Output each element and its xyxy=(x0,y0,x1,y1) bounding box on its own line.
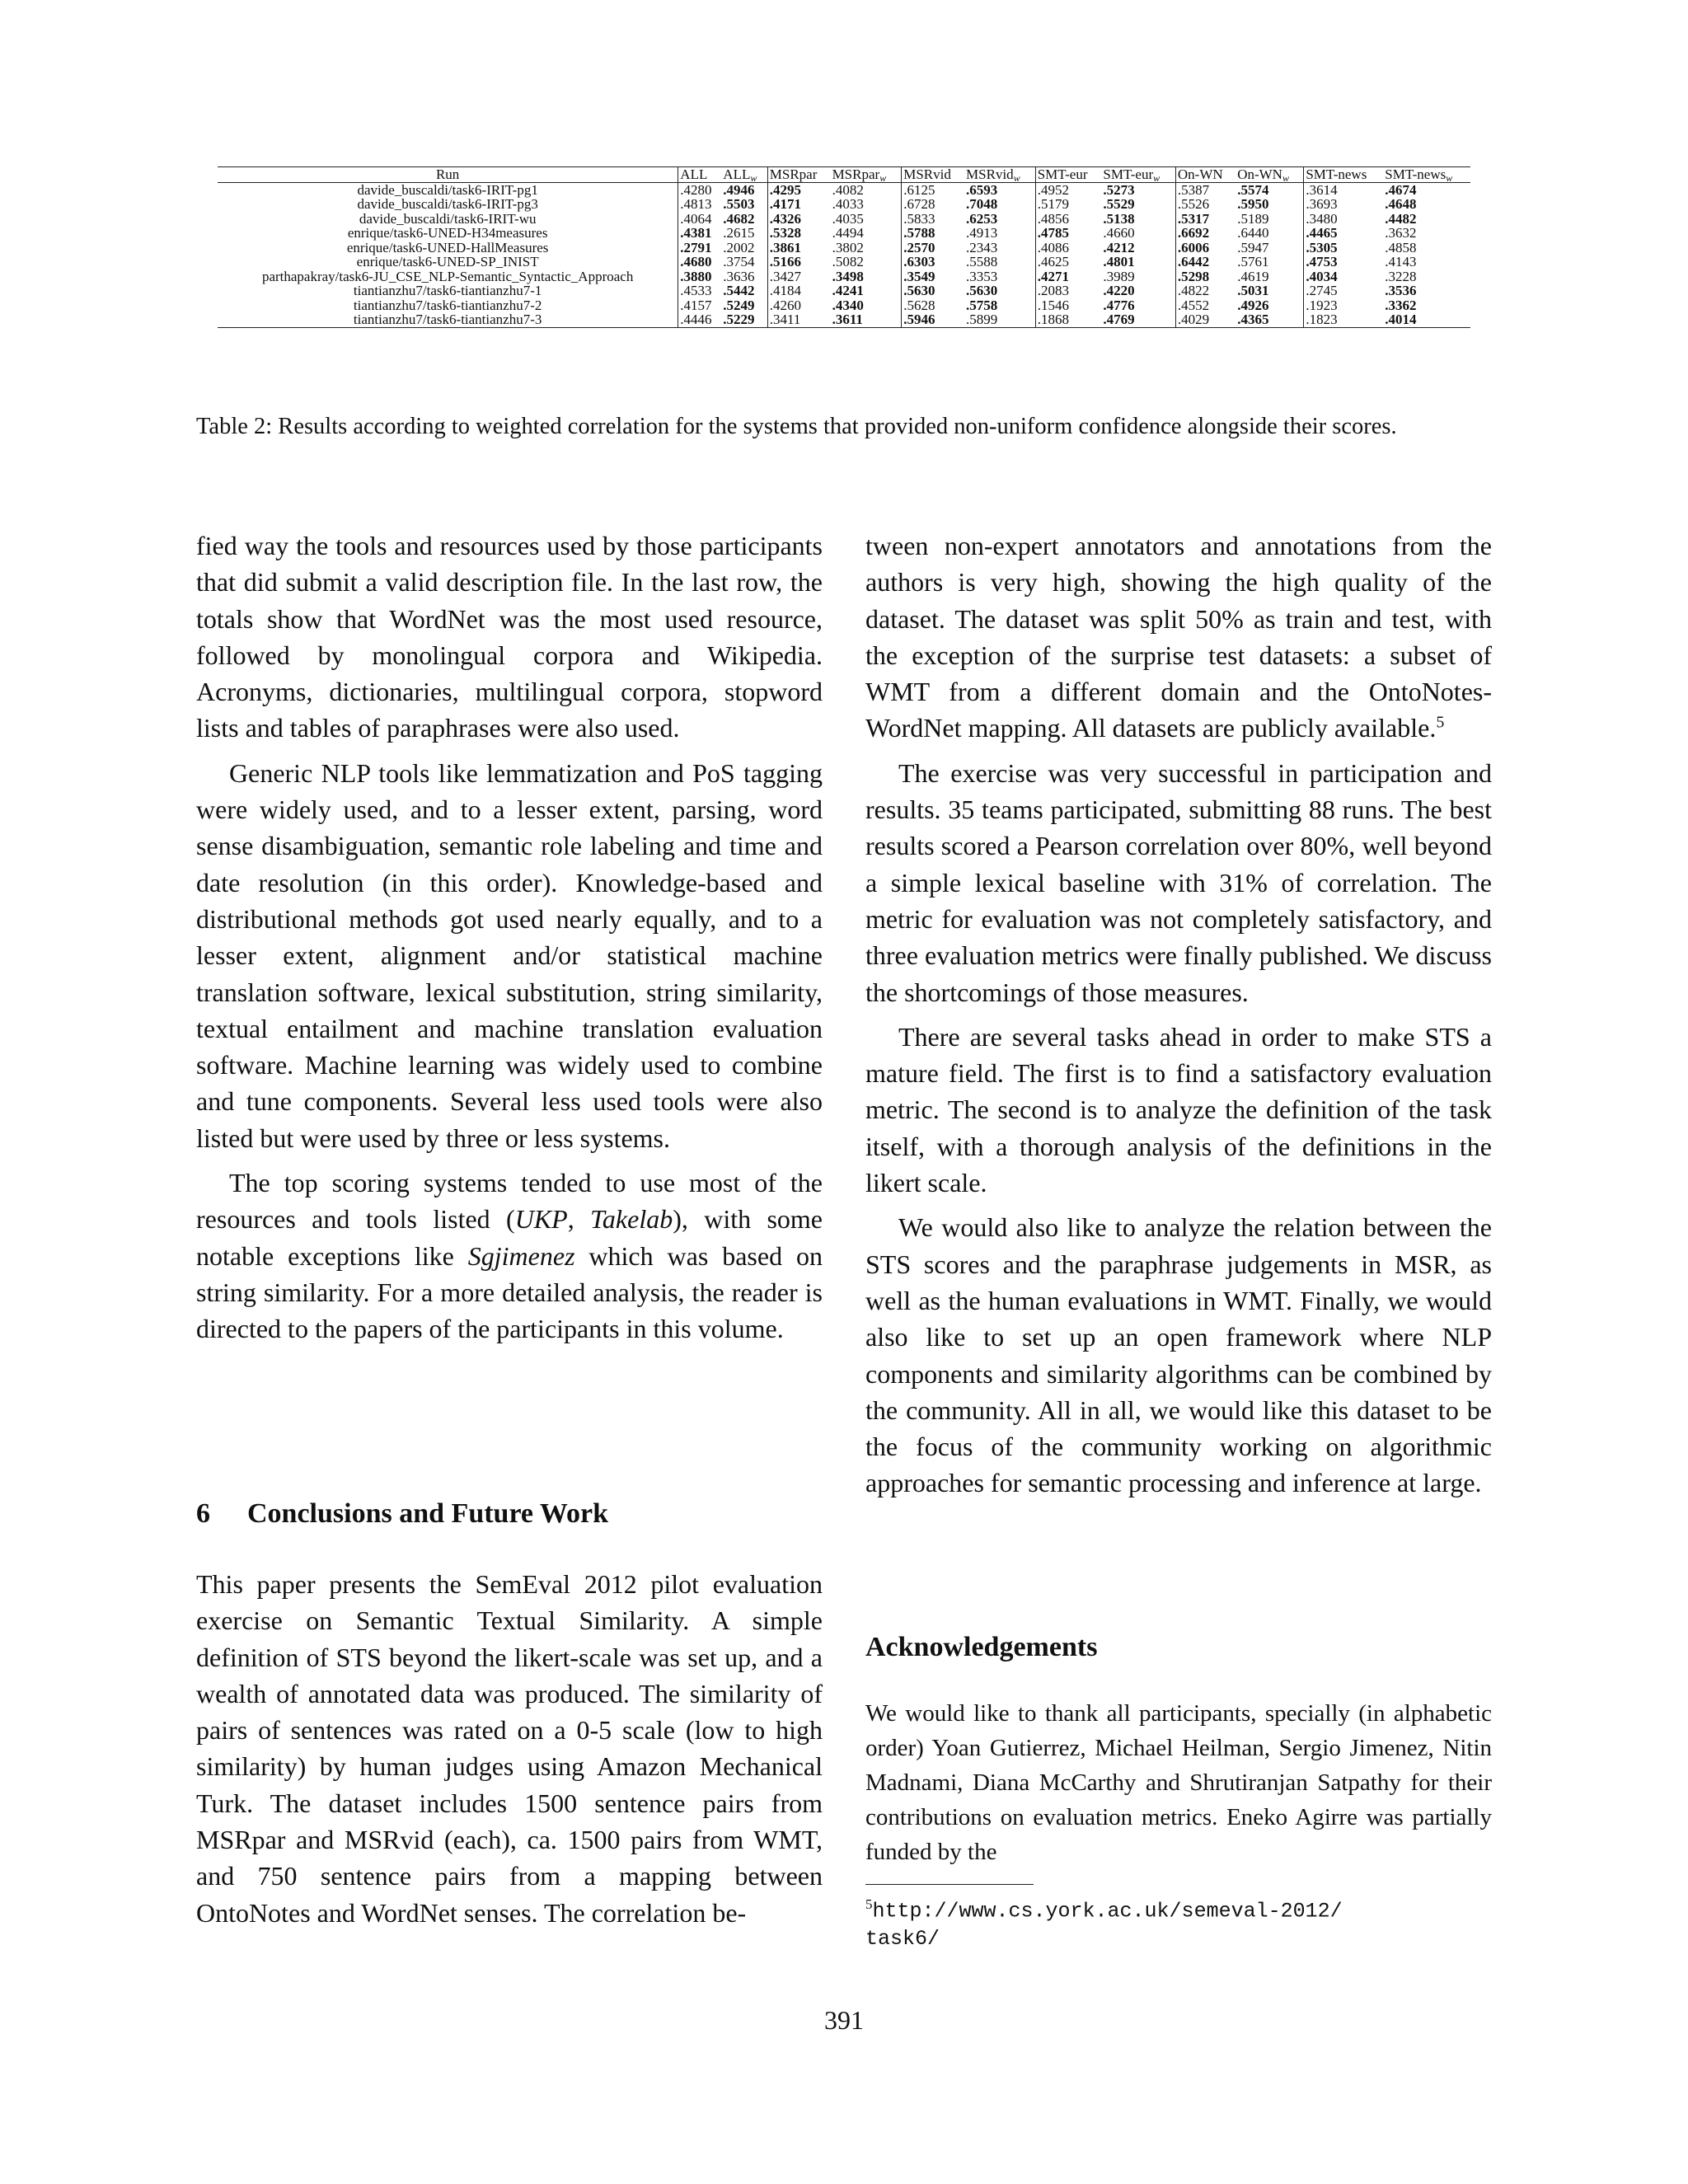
col-header: MSRvid xyxy=(902,167,964,183)
score-cell: .6692 xyxy=(1175,226,1236,241)
score-cell: .2002 xyxy=(723,239,755,255)
score-cell: .4143 xyxy=(1385,254,1417,269)
score-cell: .3802 xyxy=(832,239,864,255)
score-cell: .4946 xyxy=(723,181,755,198)
score-cell: .5298 xyxy=(1175,269,1236,284)
score-cell: .4157 xyxy=(678,298,722,313)
score-cell: .4494 xyxy=(832,225,864,241)
score-cell: .3632 xyxy=(1385,225,1417,241)
score-cell: .4619 xyxy=(1237,268,1269,284)
paragraph: This paper presents the SemEval 2012 pilot evaluation exercise on Semantic Textual Similarity. A simple definition of STS beyond the likert-scale was set up, and a wealth of annotated data was produced. The similarity of pairs of sentences was rated on a 0-5 scale (low to high similarity) by human judges using Amazon Mechanical Turk. The dataset includes 1500 sentence pairs from MSRpar and MSRvid (each), ca. 1500 pairs from WMT, and 750 sentence pairs from a mapping between OntoNotes and WordNet senses. The correlation be- xyxy=(196,1569,823,1928)
score-cell: .4674 xyxy=(1385,181,1417,198)
score-cell: .4381 xyxy=(678,226,722,241)
score-cell: .4625 xyxy=(1035,255,1101,269)
score-cell: .4280 xyxy=(678,182,722,197)
col-header: SMT-eur$_w$ xyxy=(1101,167,1175,183)
score-cell: .5946 xyxy=(902,312,964,327)
score-cell: .5387 xyxy=(1175,182,1236,197)
score-cell: .3353 xyxy=(966,268,998,284)
paragraph: We would also like to analyze the relation between the STS scores and the paraphrase judgements in MSR, as well as the human evaluations in WMT. Finally, we would also like to set up an open framework where NLP components and similarity algorithms can be combined by the community. All in all, we would like this dataset to be the focus of the community working on algorithmic approaches for semantic processing and inference at large. xyxy=(865,1212,1492,1498)
score-cell: .2343 xyxy=(966,239,998,255)
table-row xyxy=(218,197,1470,212)
score-cell: .4753 xyxy=(1304,255,1383,269)
col-header: $On-WN_w$ xyxy=(1236,167,1304,183)
score-cell: .5899 xyxy=(964,312,1035,327)
score-cell: .4082 xyxy=(832,181,864,198)
score-cell: .6125 xyxy=(902,182,964,197)
score-cell: .3880 xyxy=(678,269,722,284)
score-cell: .4086 xyxy=(1035,241,1101,255)
score-cell: .5305 xyxy=(1304,241,1383,255)
score-cell: .5179 xyxy=(1035,197,1101,212)
score-cell: .3480 xyxy=(1304,212,1383,227)
score-cell: .6593 xyxy=(966,181,998,198)
system-name: UKP xyxy=(514,1204,568,1235)
score-cell: .4171 xyxy=(767,197,830,212)
score-cell: .5317 xyxy=(1175,212,1236,227)
score-cell: .2745 xyxy=(1304,284,1383,298)
score-cell: .4212 xyxy=(1103,239,1135,255)
score-cell: .5526 xyxy=(1175,197,1236,212)
score-cell: .4785 xyxy=(1035,226,1101,241)
score-cell: .5950 xyxy=(1237,196,1269,212)
score-cell: .4952 xyxy=(1035,182,1101,197)
score-cell: .6253 xyxy=(966,210,998,227)
score-cell: .5189 xyxy=(1237,210,1269,227)
score-cell: .4295 xyxy=(767,182,830,197)
score-cell: .1923 xyxy=(1304,298,1383,313)
score-cell: .4241 xyxy=(832,283,864,298)
score-cell: .4184 xyxy=(767,284,830,298)
score-cell: .4856 xyxy=(1035,212,1101,227)
score-cell: .5628 xyxy=(902,298,964,313)
run-name-cell: davide_buscaldi/task6-IRIT-pg1 xyxy=(357,181,538,198)
score-cell: .4801 xyxy=(1103,254,1135,269)
score-cell: .5529 xyxy=(1103,196,1135,212)
score-cell: .5328 xyxy=(767,226,830,241)
score-cell: .4926 xyxy=(1237,297,1269,313)
score-cell: .4260 xyxy=(767,298,830,313)
run-name-cell: enrique/task6-UNED-HallMeasures xyxy=(346,239,549,255)
score-cell: .3693 xyxy=(1304,197,1383,212)
footnote-url: http://www.cs.york.ac.uk/semeval-2012/ xyxy=(872,1899,1343,1924)
table-row xyxy=(218,312,1470,327)
footnote-rule xyxy=(865,1884,1034,1885)
run-name-cell: tiantianzhu7/task6-tiantianzhu7-1 xyxy=(353,283,542,298)
score-cell: .5442 xyxy=(723,283,755,298)
score-cell: .4365 xyxy=(1236,312,1304,327)
score-cell: .4064 xyxy=(678,212,722,227)
score-cell: .4682 xyxy=(723,210,755,227)
score-cell: .5082 xyxy=(832,254,864,269)
run-name-cell: davide_buscaldi/task6-IRIT-pg3 xyxy=(357,196,538,212)
score-cell: .4648 xyxy=(1385,196,1417,212)
score-cell: .1868 xyxy=(1035,312,1101,327)
score-cell: .5761 xyxy=(1237,254,1269,269)
footnote: $^5$http://www.cs.york.ac.uk/semeval-2012/ task6/ xyxy=(865,1896,1343,1952)
score-cell: .5630 xyxy=(902,284,964,298)
score-cell: .2791 xyxy=(678,241,722,255)
score-cell: .3989 xyxy=(1103,268,1135,284)
score-cell: .3611 xyxy=(831,312,902,327)
run-name-cell: davide_buscaldi/task6-IRIT-wu xyxy=(359,210,537,227)
page-number: 391 xyxy=(824,2005,864,2035)
score-cell: .6442 xyxy=(1175,255,1236,269)
score-cell: .5273 xyxy=(1103,181,1135,198)
score-cell: .6303 xyxy=(902,255,964,269)
score-cell: .3614 xyxy=(1304,182,1383,197)
score-cell: .5758 xyxy=(966,297,998,313)
col-header: ALL xyxy=(678,167,722,183)
score-cell: .4035 xyxy=(832,210,864,227)
score-cell: .4680 xyxy=(678,255,722,269)
table-header-row xyxy=(218,167,1470,183)
col-header: SMT-eur xyxy=(1035,167,1101,183)
acknowledgements-text: We would like to thank all participants, specially (in alphabetic order) Yoan Gutierrez, Michael Heilman, Sergio Jimenez, Nitin Madnami, Diana McCarthy and Shrutiranjan Satpathy for their contributions on evaluation metrics. Eneko Agirre was partially funded by the xyxy=(865,1700,1492,1865)
run-name-cell: enrique/task6-UNED-H34measures xyxy=(347,225,548,241)
col-header: MSRpar xyxy=(767,167,830,183)
score-cell: .5249 xyxy=(723,297,755,313)
score-cell: .4446 xyxy=(678,312,722,327)
score-cell: .4271 xyxy=(1035,269,1101,284)
table-row xyxy=(218,241,1470,255)
run-name-cell: parthapakray/task6-JU_CSE_NLP-Semantic_Syntactic_Approach xyxy=(261,268,634,284)
run-name-cell: enrique/task6-UNED-SP_INIST xyxy=(356,254,539,269)
score-cell: .5166 xyxy=(767,255,830,269)
paragraph: There are several tasks ahead in order to make STS a mature field. The first is to find a satisfactory evaluation metric. The second is to analyze the definition of the task itself, with a thorough analysis of the definitions in the likert scale. xyxy=(865,1021,1492,1198)
table-row xyxy=(218,226,1470,241)
paragraph: tween non-expert annotators and annotations from the authors is very high, showing the high quality of the dataset. The dataset was split 50% as train and test, with the exception of the surprise test datasets: a subset of WMT from a different domain and the OntoNotes-WordNet mapping. All datasets are publicly available.$^5$ xyxy=(865,531,1492,743)
score-cell: .2570 xyxy=(902,241,964,255)
score-cell: .5947 xyxy=(1237,239,1269,255)
score-cell: .4220 xyxy=(1103,283,1135,298)
left-column xyxy=(196,527,823,1347)
score-cell: .4533 xyxy=(678,284,722,298)
score-cell: .4014 xyxy=(1383,312,1470,327)
score-cell: .4858 xyxy=(1385,239,1417,255)
score-cell: .4033 xyxy=(832,196,864,212)
col-header: $ALL_w$ xyxy=(721,167,767,183)
score-cell: .4769 xyxy=(1101,312,1175,327)
score-cell: .4326 xyxy=(767,212,830,227)
score-cell: .3754 xyxy=(723,254,755,269)
paragraph: Generic NLP tools like lemmatization and PoS tagging were widely used, and to a lesser extent, parsing, word sense disambiguation, semantic role labeling and time and date resolution (in this order). Knowledge-based and distributional methods got used nearly equally, and to a lesser extent, alignment and/or statistical machine translation software, lexical substitution, string similarity, textual entailment and machine translation evaluation software. Machine learning was widely used to combine and tune components. Several less used tools were also listed but were used by three or less systems. xyxy=(196,757,823,1153)
score-cell: .3228 xyxy=(1385,268,1417,284)
score-cell: .5503 xyxy=(723,196,755,212)
col-header: MSRpar$_w$ xyxy=(831,167,902,183)
score-cell: .5574 xyxy=(1237,181,1269,198)
footnote-ref: 5 xyxy=(1436,713,1445,732)
score-cell: .5833 xyxy=(902,212,964,227)
score-cell: .6728 xyxy=(902,197,964,212)
system-name: Sgjimenez xyxy=(467,1240,575,1271)
col-header: On-WN xyxy=(1175,167,1236,183)
score-cell: .4913 xyxy=(966,225,998,241)
paragraph: fied way the tools and resources used by those participants that did submit a valid description file. In the last row, the totals show that WordNet was the most used resource, followed by monolingual corpora and Wikipedia. Acronyms, dictionaries, multilingual corpora, stopword lists and tables of paraphrases were also used. xyxy=(196,531,823,743)
paragraph: The exercise was very successful in participation and results. 35 teams participated, submitting 88 runs. The best results scored a Pearson correlation over 80%, well beyond a simple lexical baseline with 31% of correlation. The metric for evaluation was not completely satisfactory, and three evaluation metrics were finally published. We discuss the shortcomings of those measures. xyxy=(865,757,1492,1007)
acknowledgements-heading: Acknowledgements xyxy=(865,1632,1098,1662)
table-row xyxy=(218,284,1470,298)
col-header: MSRvid$_w$ xyxy=(964,167,1035,183)
section-heading: 6 Conclusions and Future Work xyxy=(196,1498,609,1529)
score-cell: .7048 xyxy=(966,196,998,212)
score-cell: .4776 xyxy=(1103,297,1135,313)
score-cell: .3411 xyxy=(767,312,830,327)
score-cell: .5588 xyxy=(966,254,998,269)
score-cell: .4034 xyxy=(1304,269,1383,284)
score-cell: .4029 xyxy=(1175,312,1236,327)
score-cell: .3362 xyxy=(1385,297,1417,313)
score-cell: .5788 xyxy=(902,226,964,241)
right-column xyxy=(865,527,1492,1502)
col-header: Run xyxy=(218,167,678,183)
table-caption: Table 2: Results according to weighted correlation for the systems that provided non-uniform confidence alongside their scores. xyxy=(196,414,1397,439)
score-cell: .4340 xyxy=(832,297,864,313)
score-cell: .1546 xyxy=(1035,298,1101,313)
score-cell: .4465 xyxy=(1304,226,1383,241)
score-cell: .3636 xyxy=(723,268,755,284)
score-cell: .5229 xyxy=(721,312,767,327)
score-cell: .3427 xyxy=(767,269,830,284)
paragraph: The top scoring systems tended to use most of the resources and tools listed (UKP, Takelab), with some notable exceptions like Sgjimenez which was based on string similarity. For a more detailed analysis, the reader is directed to the papers of the participants in this volume. xyxy=(196,1168,823,1344)
score-cell: .5138 xyxy=(1103,210,1135,227)
score-cell: .3536 xyxy=(1385,283,1417,298)
table-row xyxy=(218,269,1470,284)
score-cell: .4660 xyxy=(1103,225,1135,241)
score-cell: .3549 xyxy=(902,269,964,284)
score-cell: .4813 xyxy=(678,197,722,212)
col-header: SMT-news xyxy=(1304,167,1383,183)
col-header: SMT-news$_w$ xyxy=(1383,167,1470,183)
score-cell: .5031 xyxy=(1237,283,1269,298)
footnote-url: task6/ xyxy=(865,1927,940,1952)
system-name: Takelab xyxy=(590,1204,673,1235)
score-cell: .6006 xyxy=(1175,241,1236,255)
run-name-cell: tiantianzhu7/task6-tiantianzhu7-3 xyxy=(218,312,678,327)
table-row xyxy=(218,255,1470,269)
score-cell: .3498 xyxy=(832,268,864,284)
table-body xyxy=(218,182,1470,327)
score-cell: .4822 xyxy=(1175,284,1236,298)
score-cell: .5630 xyxy=(966,283,998,298)
run-name-cell: tiantianzhu7/task6-tiantianzhu7-2 xyxy=(353,297,542,313)
score-cell: .4552 xyxy=(1175,298,1236,313)
score-cell: .4482 xyxy=(1385,210,1417,227)
table-row xyxy=(218,298,1470,313)
score-cell: .1823 xyxy=(1304,312,1383,327)
table-row xyxy=(218,212,1470,227)
table-row xyxy=(218,182,1470,197)
score-cell: .2083 xyxy=(1035,284,1101,298)
results-table xyxy=(218,166,1470,328)
score-cell: .3861 xyxy=(767,241,830,255)
score-cell: .2615 xyxy=(723,225,755,241)
score-cell: .6440 xyxy=(1237,225,1269,241)
